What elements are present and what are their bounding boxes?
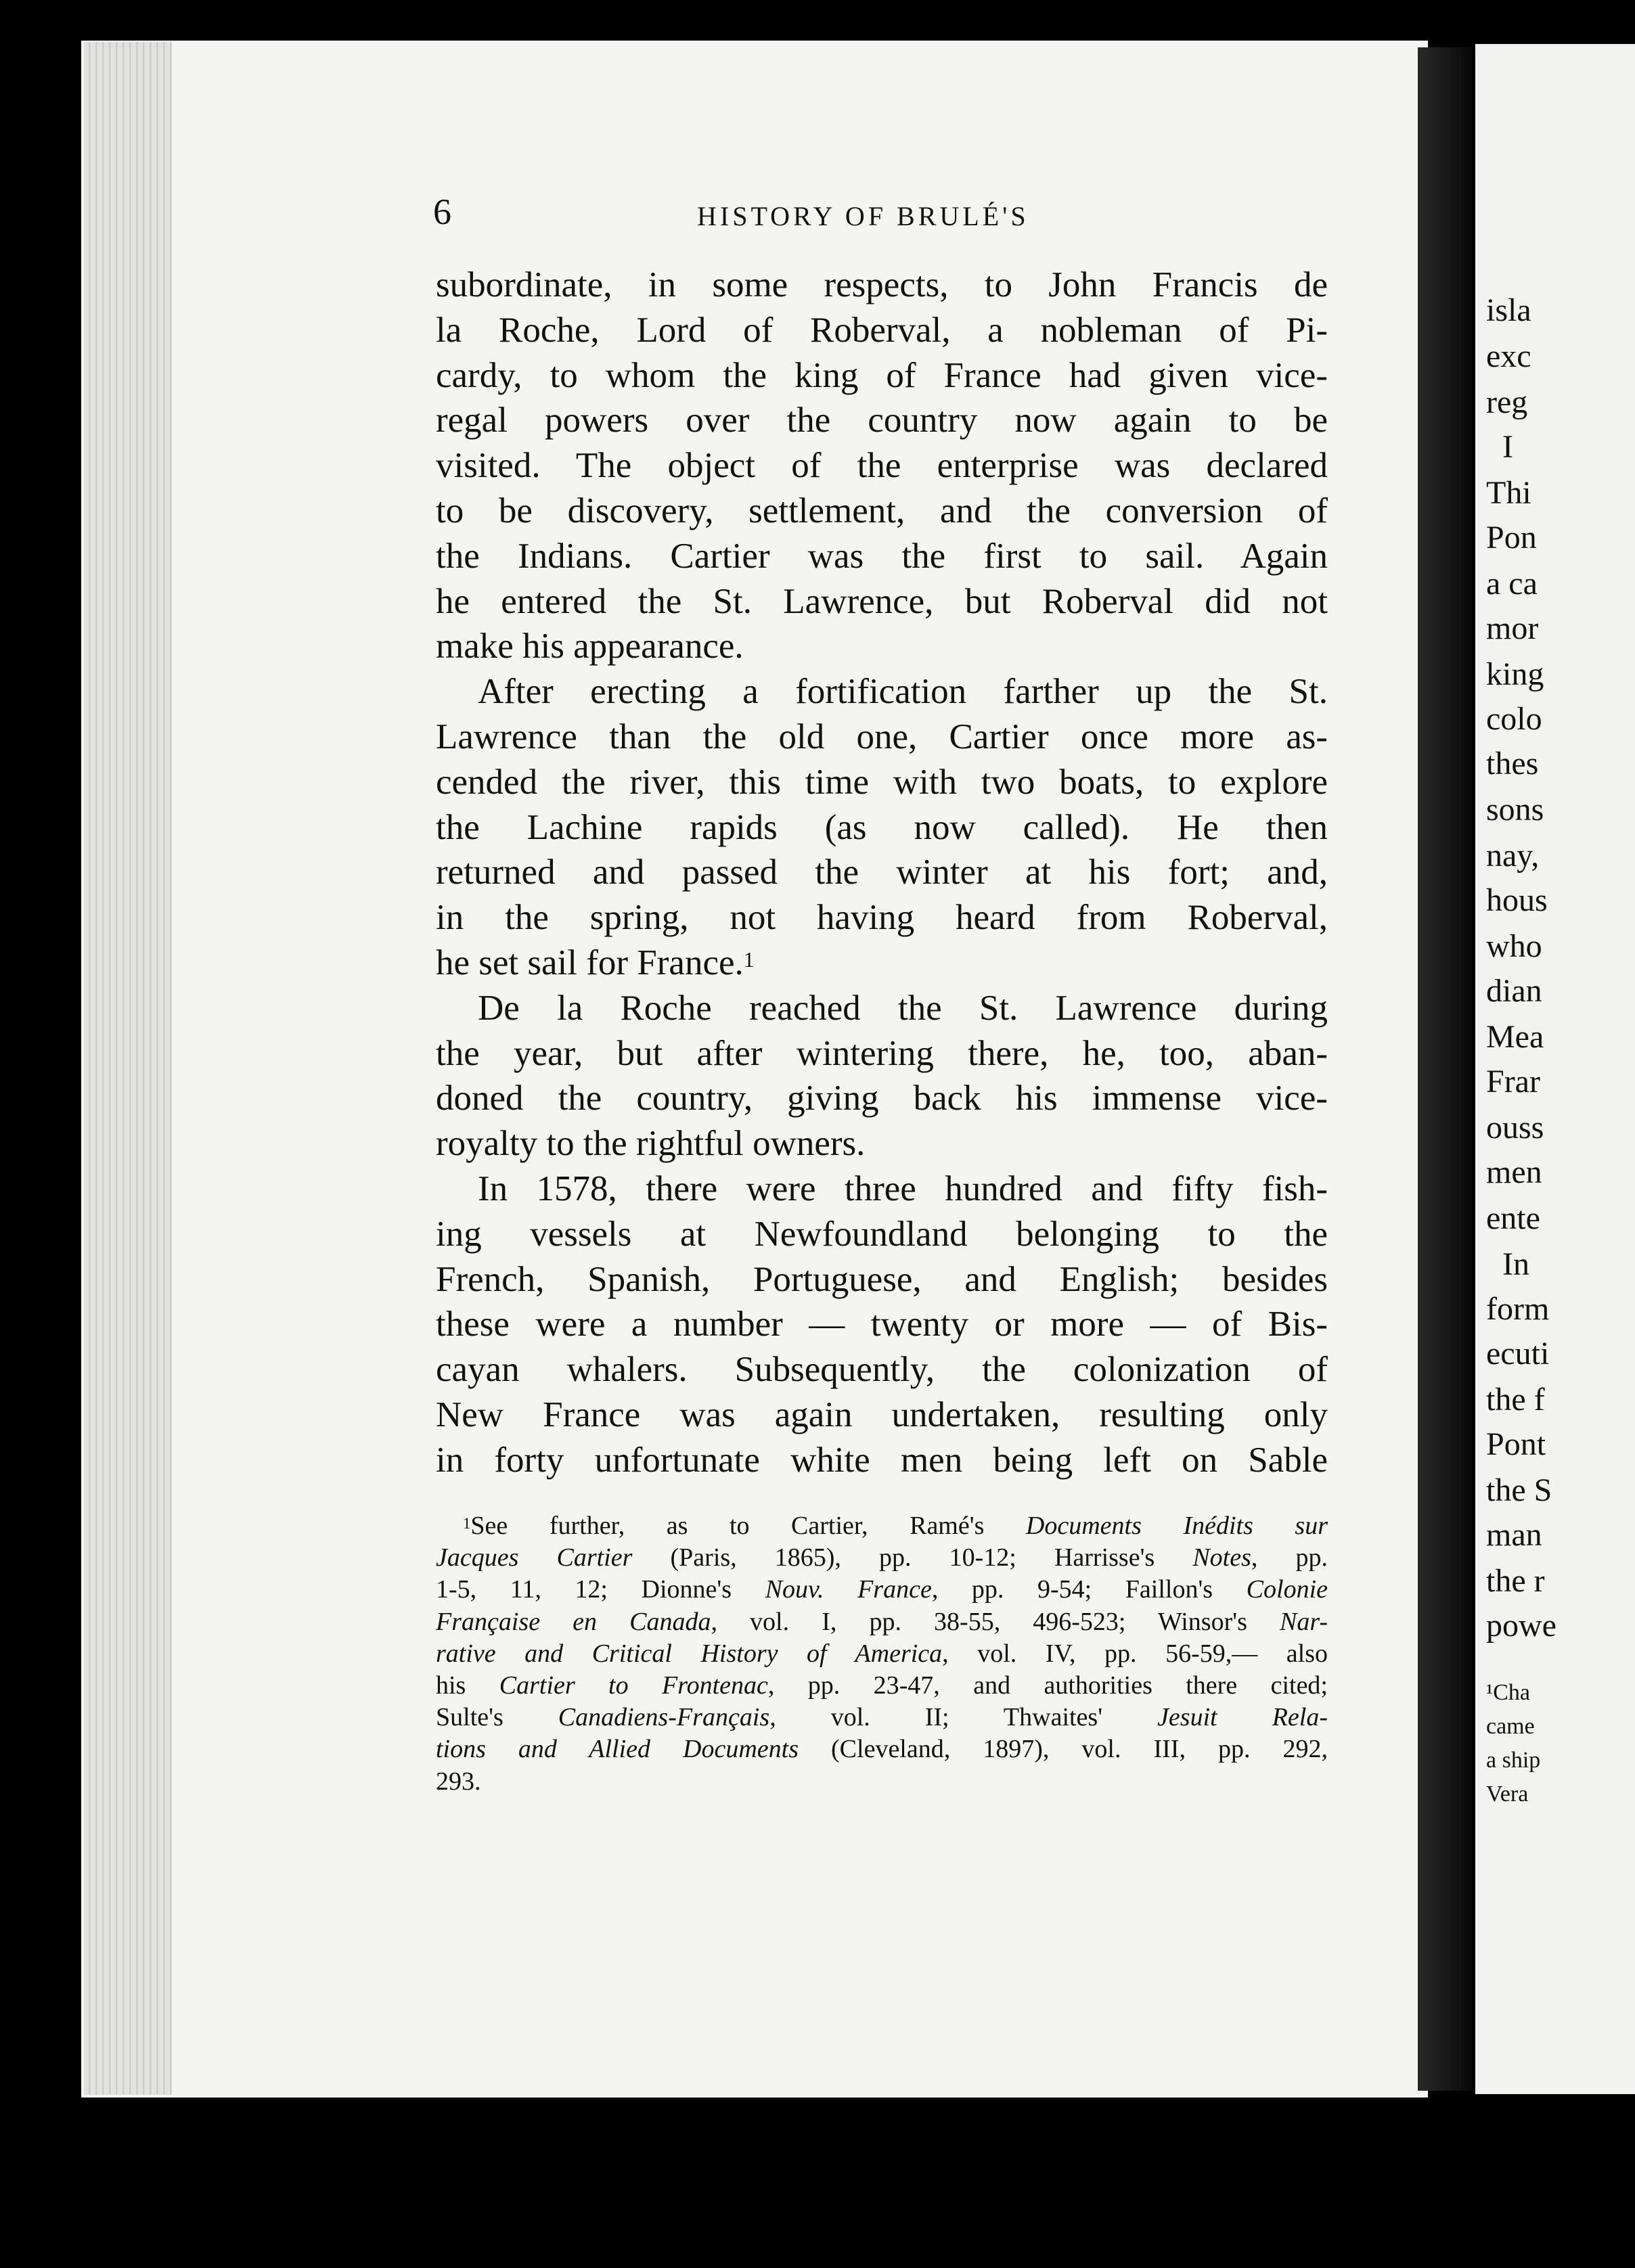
facing-page-line: Frar [1486,1064,1540,1099]
body-line: the Indians. Cartier was the first to sail. Again [436,536,1328,576]
footnote-italic-text: Jacques Cartier [436,1543,633,1572]
footnote-italic-text: tions and Allied Documents [436,1735,799,1764]
facing-page-line: nay, [1486,838,1540,874]
footnote-line [436,1574,1328,1606]
footnote-italic-text: Française en Canada [436,1607,711,1636]
facing-page-line: Thi [1486,475,1531,511]
facing-page-footnote-line: came [1486,1714,1535,1739]
body-line: visited. The object of the enterprise was declared [436,446,1328,486]
footnote-italic-text: Nar- [1279,1607,1328,1636]
footnote-italic-text: Nouv. France [765,1575,932,1604]
footnote-italic-text: Colonie [1246,1575,1328,1604]
body-line: cayan whalers. Subsequently, the colonization of [436,1350,1328,1390]
body-line: New France was again undertaken, resulting only [436,1394,1328,1434]
facing-page-line: thes [1486,746,1539,781]
footnote-text: See further, as to Cartier, Ramé's [470,1512,1026,1540]
facing-page-line: mor [1486,610,1539,646]
body-line: make his appearance. [436,627,744,666]
footnote-text: 293. [436,1767,481,1796]
body-line: French, Spanish, Portuguese, and English; besides [436,1259,1328,1299]
footnote-text: , vol. I, pp. 38-55, 496-523; Winsor's [711,1607,1280,1636]
facing-page-line: Mea [1486,1019,1544,1055]
body-line: cended the river, this time with two boats, to explore [436,762,1328,802]
facing-page-line: reg [1486,384,1528,420]
facing-page [1475,44,1635,2094]
facing-page-line: the S [1486,1472,1552,1508]
footnote-italic-text: Jesuit Rela- [1157,1703,1328,1732]
facing-page-line: form [1486,1291,1550,1327]
facing-page-line: dian [1486,973,1542,1009]
footnote-text: (Cleveland, 1897), vol. III, pp. 292, [799,1735,1328,1764]
running-head-title: HISTORY OF BRULÉ'S [697,201,1029,231]
facing-page-line: isla [1486,292,1531,328]
body-line: la Roche, Lord of Roberval, a nobleman of Pi- [436,310,1328,350]
facing-page-footnote-line: Vera [1486,1782,1529,1807]
facing-page-line: hous [1486,882,1548,918]
facing-page-line: ouss [1486,1110,1544,1146]
body-line: these were a number — twenty or more — of Bis- [436,1305,1328,1344]
footnote-line [436,1766,1328,1798]
footnote-text: , pp. 23-47, and authorities there cited; [767,1671,1328,1700]
gutter-shadow [1418,47,1472,2091]
body-line: doned the country, giving back his immense vice- [436,1079,1328,1118]
footnote-text: his [436,1671,499,1700]
footnote-line [436,1606,1328,1638]
footnote-line [436,1702,1328,1733]
facing-page-line: exc [1486,338,1531,374]
body-line: De la Roche reached the St. Lawrence during [478,988,1328,1028]
footnote-italic-text: Notes [1192,1543,1251,1572]
footnote-text: , vol. II; Thwaites' [769,1703,1158,1732]
body-line: in the spring, not having heard from Roberval, [436,898,1328,938]
facing-page-line: colo [1486,701,1542,737]
footnote-italic-text: Canadiens-Français [558,1703,770,1732]
footnote-line [436,1510,1328,1542]
facing-page-line: Pon [1486,520,1537,555]
facing-page-line: sons [1486,792,1544,827]
page-number: 6 [433,191,451,232]
body-line-text: he set sail for France. [436,943,744,982]
facing-page-line: ente [1486,1200,1540,1236]
facing-page-line: In [1502,1246,1529,1282]
footnote-marker: 1 [463,1515,471,1532]
body-line: to be discovery, settlement, and the conversion of [436,491,1328,530]
facing-page-line: I [1502,429,1513,465]
body-line: in forty unfortunate white men being left on Sable [436,1440,1328,1480]
body-line: returned and passed the winter at his fort; and, [436,853,1328,892]
body-text [436,263,1328,1483]
footnote-italic-text: rative and Critical History of America [436,1639,943,1668]
footnote-line [436,1542,1328,1574]
facing-page-line: a ca [1486,566,1538,602]
facing-page-line: powe [1486,1608,1556,1643]
facing-page-line: Pont [1486,1426,1546,1462]
body-line: royalty to the rightful owners. [436,1124,866,1164]
facing-page-line: who [1486,928,1542,964]
facing-page-line: men [1486,1154,1542,1190]
body-line: ing vessels at Newfoundland belonging to the [436,1214,1328,1254]
facing-page-line: the f [1486,1382,1545,1418]
footnote-line [436,1670,1328,1702]
body-line: he entered the St. Lawrence, but Roberval did not [436,581,1328,621]
footnote-text: 1-5, 11, 12; Dionne's [436,1575,765,1604]
footnote-text: , pp. [1251,1543,1328,1572]
footnote-line [436,1638,1328,1670]
body-line: subordinate, in some respects, to John Francis de [436,265,1328,304]
body-line: In 1578, there were three hundred and fifty fish- [478,1169,1328,1208]
body-line: the year, but after wintering there, he, too, aban- [436,1033,1328,1073]
footnote-text: (Paris, 1865), pp. 10-12; Harrisse's [632,1543,1193,1572]
footnote-italic-text: Documents Inédits sur [1025,1512,1328,1540]
footnote-text: Sulte's [436,1703,558,1732]
facing-page-footnote-line: a ship [1486,1748,1541,1773]
body-line: After erecting a fortification farther up the St. [478,672,1328,712]
footnote-italic-text: Cartier to Frontenac [499,1671,768,1700]
facing-page-footnote-line: ¹Cha [1486,1680,1530,1705]
page-stack-edges [84,42,172,2095]
body-line: cardy, to whom the king of France had given vice- [436,355,1328,395]
facing-page-line: the r [1486,1563,1545,1599]
body-line: the Lachine rapids (as now called). He then [436,807,1328,847]
body-line [436,940,1328,986]
body-line: Lawrence than the old one, Cartier once more as- [436,717,1328,756]
facing-page-line: man [1486,1517,1542,1553]
facing-page-line: king [1486,656,1544,692]
footnote-line [436,1733,1328,1765]
footnote-reference: 1 [743,947,755,972]
footnote-text: , vol. IV, pp. 56-59,— also [942,1639,1328,1668]
footnote-block [436,1510,1328,1798]
facing-page-line: ecuti [1486,1336,1550,1371]
body-line: regal powers over the country now again to be [436,401,1328,440]
footnote-text: , pp. 9-54; Faillon's [931,1575,1247,1604]
